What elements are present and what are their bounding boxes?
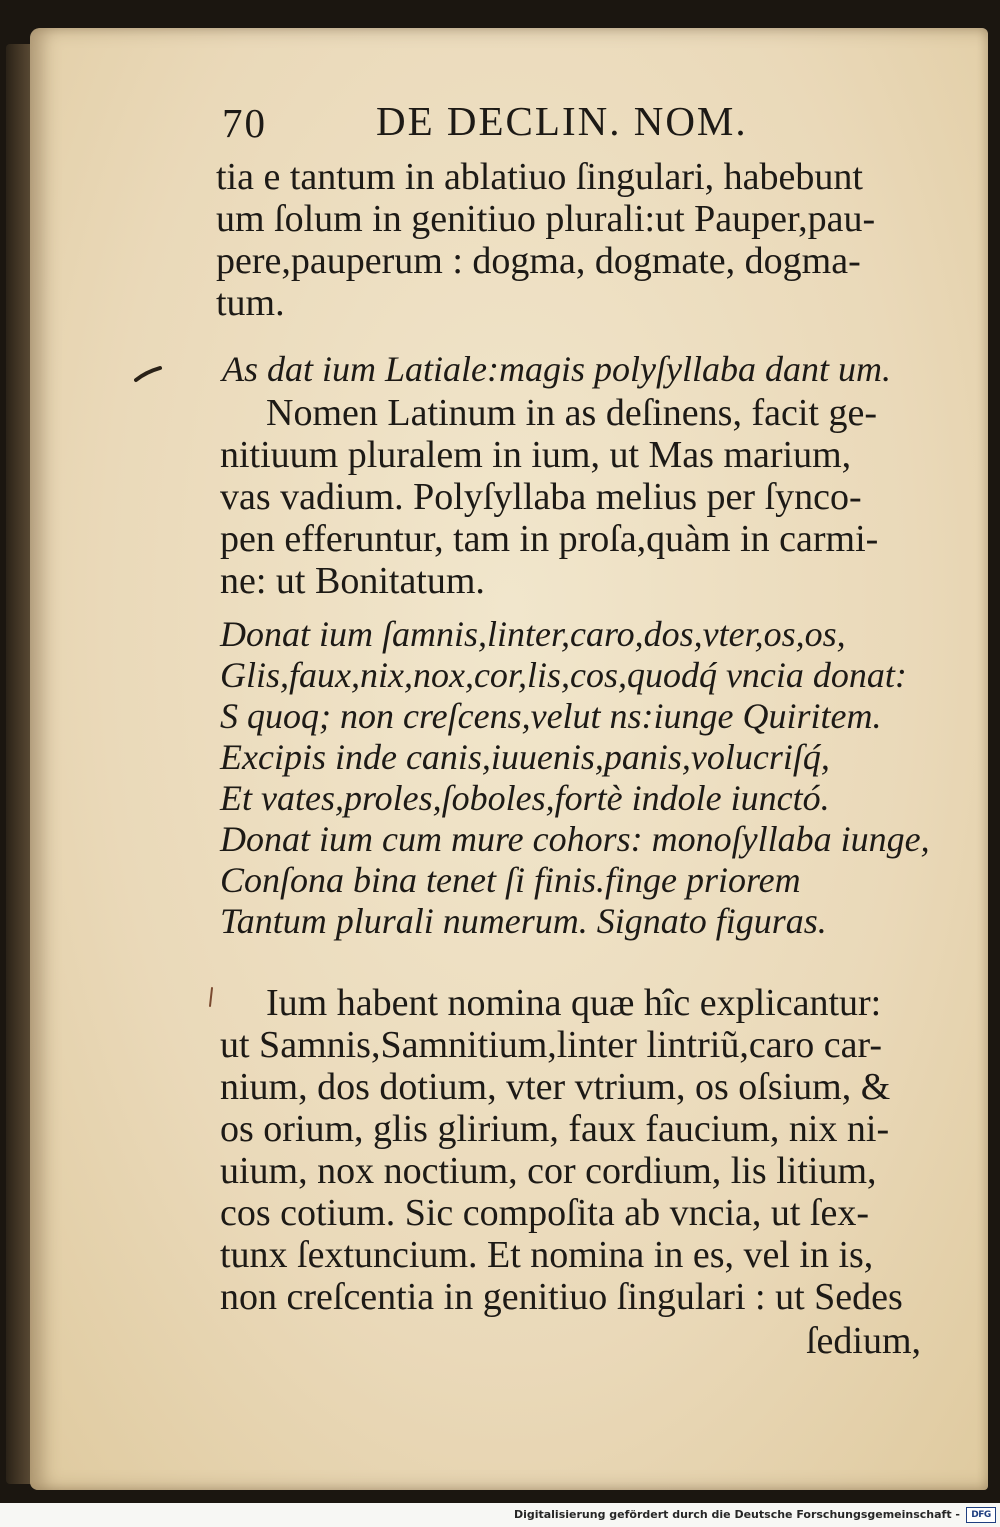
text-line: non creſcentia in genitiuo ſingulari : ut Sedes — [220, 1276, 903, 1318]
verse-line: Glis,faux,nix,nox,cor,lis,cos,quodq́ vncia donat: — [220, 655, 907, 695]
marginal-pen-mark — [134, 364, 164, 384]
page-number: 70 — [222, 100, 267, 146]
text-line: vas vadium. Polyſyllaba melius per ſynco- — [220, 476, 862, 518]
text-line: ne: ut Bonitatum. — [220, 560, 485, 602]
text-line: cos cotium. Sic compoſita ab vncia, ut ſex- — [220, 1192, 870, 1234]
text-line: uium, nox noctium, cor cordium, lis litium, — [220, 1150, 877, 1192]
text-line: Ium habent nomina quæ hîc explicantur: — [266, 982, 882, 1024]
dfg-logo: DFG — [966, 1507, 996, 1523]
text-line: os orium, glis glirium, faux faucium, nix ni- — [220, 1108, 890, 1150]
text-line: um ſolum in genitiuo plurali:ut Pauper,pau- — [216, 198, 876, 240]
verse-line: Donat ium ſamnis,linter,caro,dos,vter,os,os, — [220, 614, 846, 654]
book-page — [30, 28, 988, 1490]
verse-line: Donat ium cum mure cohors: monoſyllaba iunge, — [220, 819, 930, 859]
footer-credit: Digitalisierung gefördert durch die Deutsche Forschungsgemeinschaft - — [513, 1508, 960, 1521]
text-line: tia e tantum in ablatiuo ſingulari, habebunt — [216, 156, 863, 198]
verse-line: Et vates,proles,ſoboles,fortè indole iunctó. — [220, 778, 830, 818]
verse-line: Excipis inde canis,iuuenis,panis,volucriſq́, — [220, 737, 830, 777]
text-line: pen efferuntur, tam in proſa,quàm in carmi- — [220, 518, 879, 560]
marginal-tick-mark — [206, 986, 216, 1008]
text-line: ut Samnis,Samnitium,linter lintriũ,caro car- — [220, 1024, 882, 1066]
verse-line: S quoq; non creſcens,velut ns:iunge Quiritem. — [220, 696, 882, 736]
text-line: nitiuum pluralem in ium, ut Mas marium, — [220, 434, 852, 476]
verse-line: Conſona bina tenet ſi finis.finge priorem — [220, 860, 801, 900]
text-line: pere,pauperum : dogma, dogmate, dogma- — [216, 240, 861, 282]
rule-line: As dat ium Latiale:magis polyſyllaba dant um. — [222, 349, 891, 389]
text-line: nium, dos dotium, vter vtrium, os oſsium, & — [220, 1066, 891, 1108]
text-line: Nomen Latinum in as deſinens, facit ge- — [266, 392, 877, 434]
catchword: ſedium, — [806, 1320, 922, 1362]
text-line: tunx ſextuncium. Et nomina in es, vel in is, — [220, 1234, 874, 1276]
text-line: tum. — [216, 282, 285, 324]
running-head-title: DE DECLIN. NOM. — [376, 98, 748, 144]
verse-line: Tantum plurali numerum. Signato figuras. — [220, 901, 827, 941]
